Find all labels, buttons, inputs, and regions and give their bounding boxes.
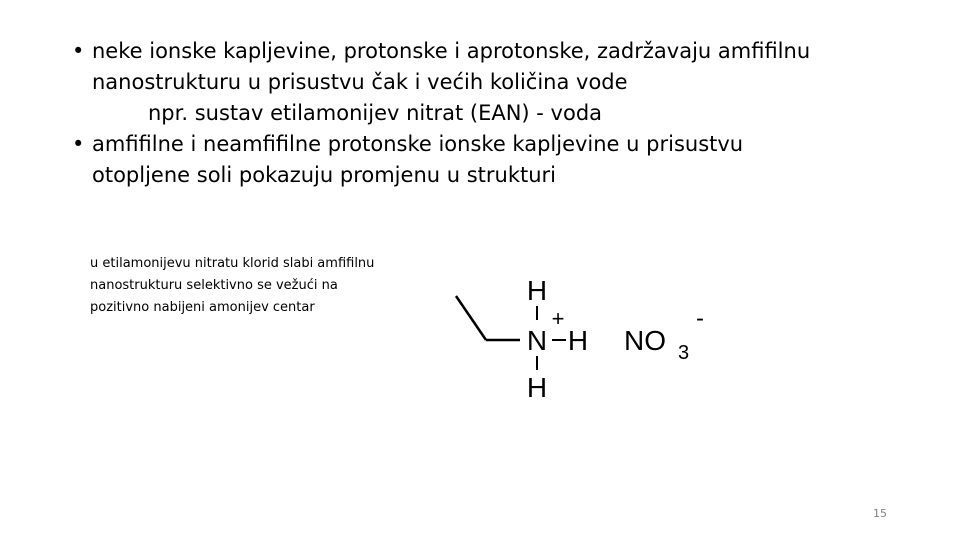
formula-subscript-3: 3 <box>678 342 690 364</box>
formula-h-right: H <box>567 325 589 356</box>
bullet-item <box>72 36 932 98</box>
formula-h-bottom: H <box>526 372 548 403</box>
bullet-dot: • <box>72 39 85 63</box>
example-line: npr. sustav etilamonijev nitrat (EAN) - voda <box>148 101 603 125</box>
bullet-text-line: otopljene soli pokazuju promjenu u strukturi <box>92 163 557 187</box>
bullet-dot: • <box>72 132 85 156</box>
bullet-list <box>72 36 932 191</box>
formula-drawing <box>440 262 740 412</box>
page-number: 15 <box>873 507 887 520</box>
formula-minus-charge: - <box>696 305 704 332</box>
formula-plus-charge: + <box>551 306 565 331</box>
formula-h-top: H <box>526 275 548 306</box>
bullet-text-line: nanostrukturu u prisustvu čak i većih količina vode <box>92 70 628 94</box>
bullet-text-line: neke ionske kapljevine, protonske i aprotonske, zadržavaju amfifilnu <box>92 39 811 63</box>
bullet-item <box>72 129 932 191</box>
note-text: u etilamonijevu nitratu klorid slabi amfifilnu nanostrukturu selektivno se vežući na pozitivno nabijeni amonijev centar <box>90 256 375 315</box>
formula-nitrogen: N <box>526 325 548 356</box>
ean-structural-formula <box>440 262 740 412</box>
bullet-text-line: amfifilne i neamfifilne protonske ionske kapljevine u prisustvu <box>92 132 744 156</box>
ethyl-bond-1 <box>456 296 486 340</box>
formula-nitrate: NO <box>624 325 666 356</box>
